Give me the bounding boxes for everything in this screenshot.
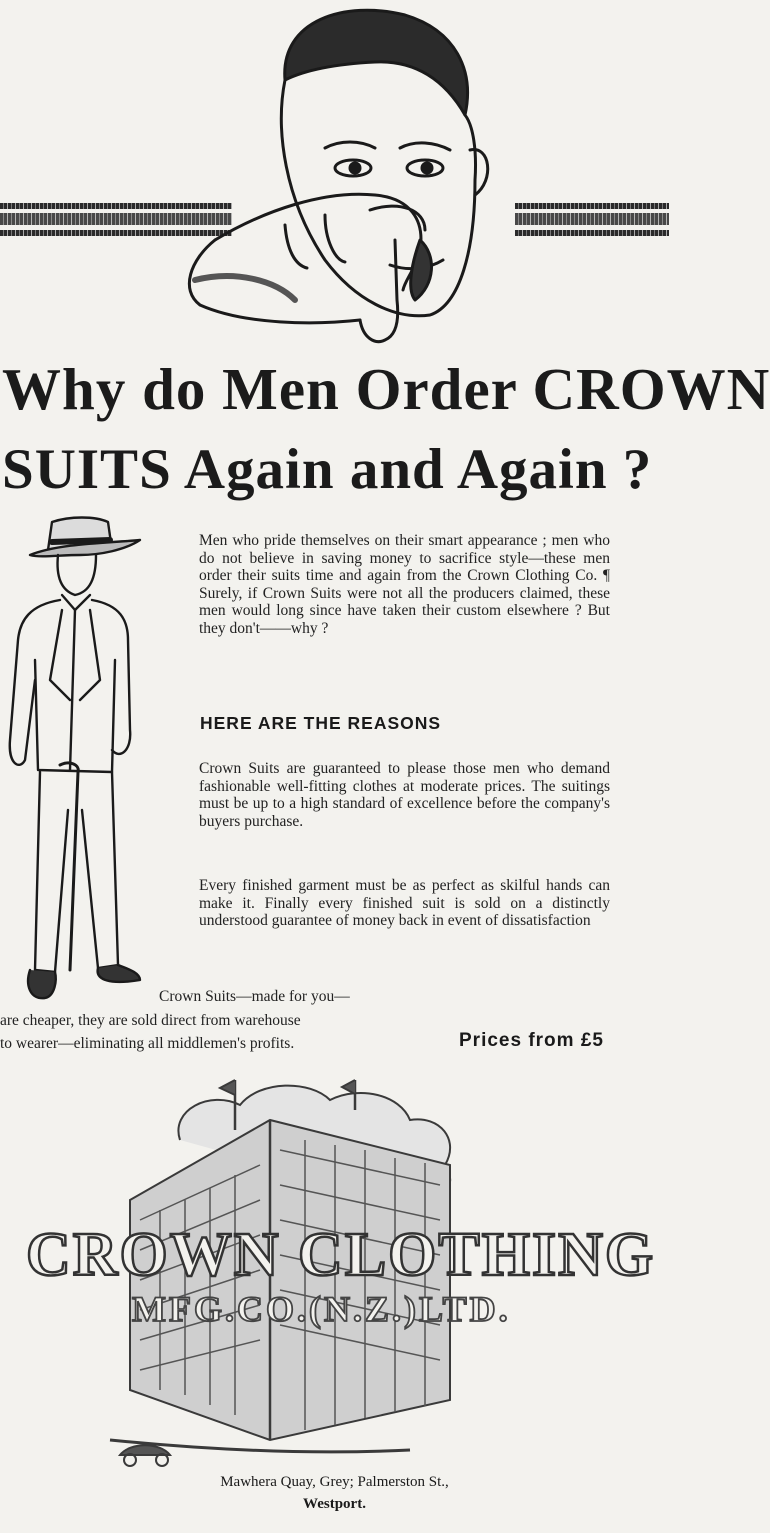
tagline-line-2: are cheaper, they are sold direct from warehouse [0, 1012, 301, 1029]
address-line-2: Westport. [303, 1496, 366, 1512]
pointing-man-illustration [175, 0, 505, 350]
intro-paragraph: Men who pride themselves on their smart appearance ; men who do not believe in saving money to sacrifice style—these men order their suits time and again from the Crown Clothing Co. ¶ Surely, if Crown Suits were not all the producers claimed, these men would long since have taken their custom elsewhere ? But they don't——why ? [199, 532, 610, 637]
prices-label: Prices from £5 [459, 1030, 604, 1051]
company-logo-sub: MFG.CO.(N.Z.)LTD. [132, 1289, 511, 1329]
right-rule-mid [515, 213, 669, 225]
tagline-line-1: Crown Suits—made for you— [159, 988, 350, 1005]
reasons-heading: HERE ARE THE REASONS [200, 713, 442, 733]
quality-paragraph: Crown Suits are guaranteed to please those men who demand fashionable well-fitting clothes at moderate prices. The suitings must be up to a high standard of excellence before the company's buyers purchase. [199, 760, 610, 830]
right-rule-top [515, 203, 669, 209]
headline-line-2: SUITS Again and Again ? [2, 438, 653, 501]
right-rule-bottom [515, 230, 669, 236]
company-logo-main: CROWN CLOTHING [26, 1221, 656, 1289]
address-line-1: Mawhera Quay, Grey; Palmerston St., [220, 1474, 449, 1490]
man-in-suit-illustration [0, 510, 160, 1008]
tagline-line-3: to wearer—eliminating all middlemen's profits. [0, 1035, 295, 1052]
guarantee-paragraph: Every finished garment must be as perfect as skilful hands can make it. Finally every finished suit is sold on a distinctly understood guarantee of money back in event of dissatisfaction [199, 877, 610, 929]
headline-line-1: Why do Men Order CROWN [2, 356, 770, 422]
